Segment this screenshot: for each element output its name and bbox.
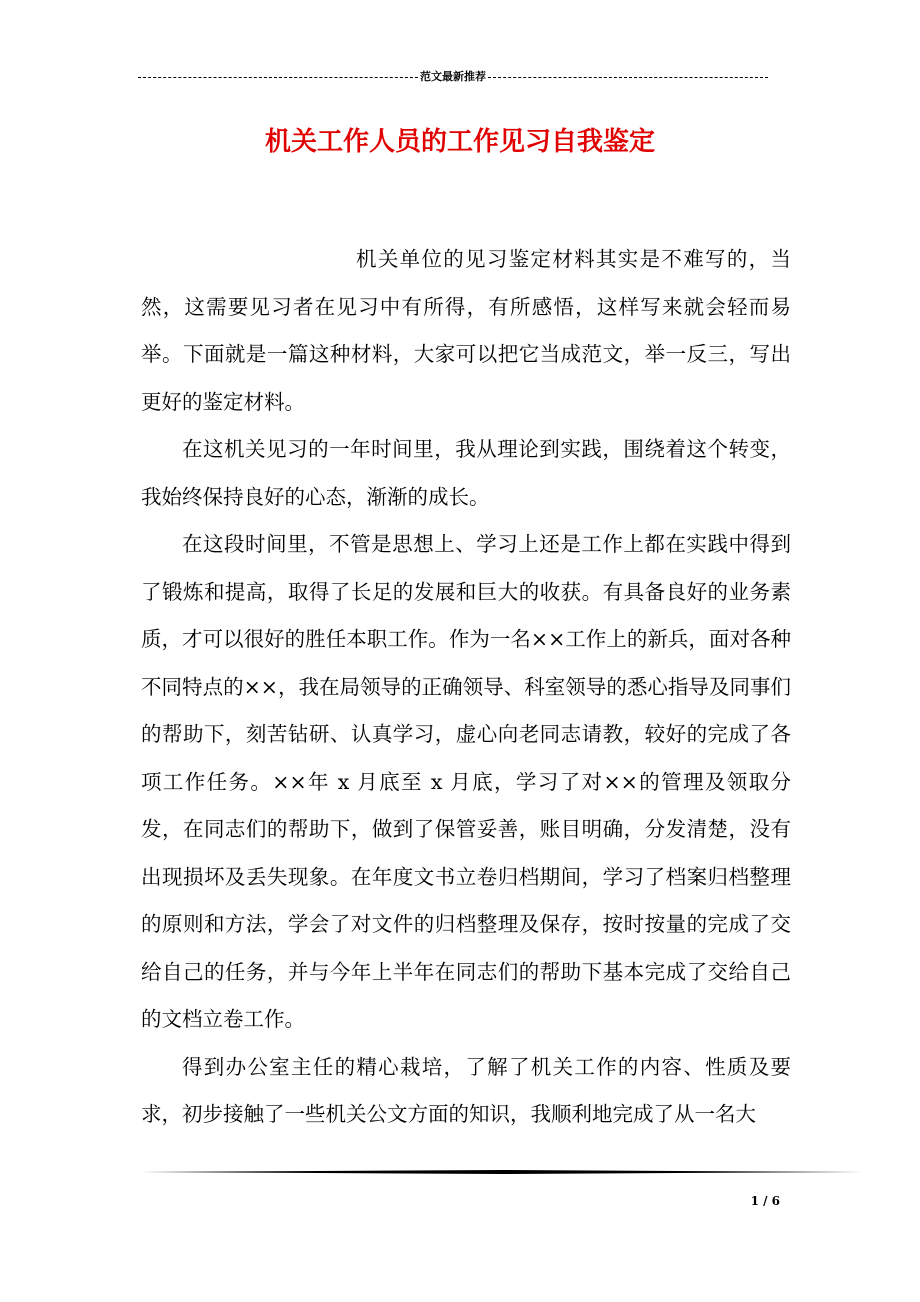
paragraph-3: 在这段时间里，不管是思想上、学习上还是工作上都在实践中得到了锻炼和提高，取得了长足的发展和巨大的收获。有具备良好的业务素质，才可以很好的胜任本职工作。作为一名××工作上的新兵，面对各种不同特点的××，我在局领导的正确领导、科室领导的悉心指导及同事们的帮助下，刻苦钻研、认真学习，虚心向老同志请教，较好的完成了各项工作任务。××年 x 月底至 x 月底，学习了对××的管理及领取分发，在同志们的帮助下，做到了保管妥善，账目明确，分发清楚，没有出现损坏及丢失现象。在年度文书立卷归档期间，学习了档案归档整理的原则和方法，学会了对文件的归档整理及保存，按时按量的完成了交给自己的任务，并与今年上半年在同志们的帮助下基本完成了交给自己的文档立卷工作。	[141, 532, 791, 1031]
paragraph-intro: 机关单位的见习鉴定材料其实是不难写的，当然，这需要见习者在见习中有所得，有所感悟，这样写来就会轻而易举。下面就是一篇这种材料，大家可以把它当成范文，举一反三，写出更好的鉴定材料。	[141, 247, 791, 414]
header-label: 范文最新推荐	[420, 70, 486, 83]
page-number: 1 / 6	[750, 1194, 780, 1208]
header-dash-left	[138, 77, 418, 78]
header-dash-right	[488, 77, 768, 78]
page-header	[138, 68, 768, 86]
footer-rule	[141, 1170, 863, 1174]
paragraph-2: 在这机关见习的一年时间里，我从理论到实践，围绕着这个转变，我始终保持良好的心态，渐渐的成长。	[141, 437, 791, 509]
document-body	[141, 236, 791, 1139]
footer-rule-graphic	[141, 1170, 863, 1174]
paragraph-4: 得到办公室主任的精心栽培，了解了机关工作的内容、性质及要求，初步接触了一些机关公文方面的知识，我顺利地完成了从一名大	[141, 1054, 791, 1126]
document-title: 机关工作人员的工作见习自我鉴定	[264, 127, 655, 157]
